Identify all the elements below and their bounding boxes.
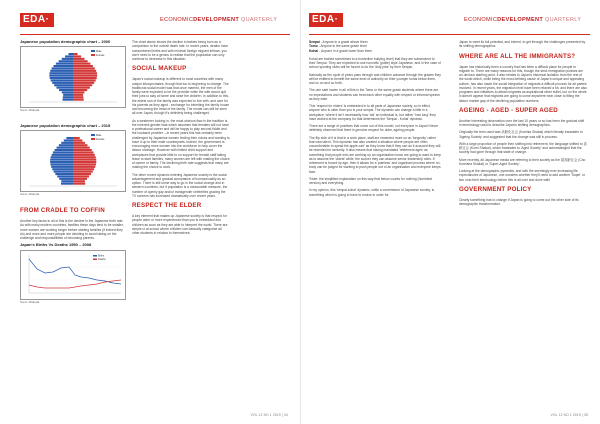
- pyramid-bar-female: [73, 58, 84, 60]
- pyramid-bar-male: [59, 144, 73, 146]
- pyramid-2000-svg: [21, 47, 125, 107]
- paragraph-social-2: As a westerner looking in, the most obvious flaw in the tradition is the inherent gender bias which assumes that females will not have a professional career and will be happy to play second fiddle and the husband provider – in recent years this has certainly been challenged by Japanese women finding their voices and wanting to have it up to their male counterparts. Indeed, the government is encouraging more women into the workforce to help cover the labour shortage. However with limited child support and workplaces that provide little to no support for female staff taking leave to start families, many women are left with making the choice of career or family. The declining birth rate suggests that many are making the choice to work.: [132, 118, 230, 170]
- pyramid-bar-female: [73, 139, 82, 141]
- right-page-column-2: [459, 40, 587, 209]
- paragraph-ageing-5: Looking at the demographic pyramids, and with the seemingly ever increasing life expectancies of Japanese, one wonders whether they'll need to add another 'Super' or two onto their terminology before this is all over and done with!: [459, 169, 585, 182]
- chart-2015-title: Japanese population demographic chart – 2015: [20, 122, 111, 128]
- births-line: [29, 259, 121, 284]
- definition-list: Senpai - Anyone in a grade above them Tomo - Anyone in the same grade level Kohai - Anyone in a grade lower than them: [309, 40, 373, 53]
- pyramid-bar-female: [73, 163, 96, 165]
- pyramid-bar-male: [50, 77, 73, 79]
- pyramid-bar-female: [73, 70, 96, 72]
- pyramid-bar-male: [53, 151, 73, 153]
- paragraph-policy: Clearly something has to change if Japan is going to come out the other side of its demographic transformation.: [459, 197, 579, 206]
- paragraph-cradle: Another key factor in all of this is the decline in the Japanese birth rate. As with many modern countries, families these days tend to be smaller, more women are working longer before starting families (if indeed they do) and more and more people are deciding to avoid taking on the challenge and responsibilities of becoming parents.: [20, 219, 124, 240]
- left-column: [20, 40, 125, 305]
- legend-male-swatch: [91, 134, 95, 136]
- pyramid-bar-male: [52, 82, 73, 84]
- pyramid-bar-male: [54, 170, 73, 172]
- pyramid-bar-female: [73, 96, 83, 98]
- pyramid-bar-female: [73, 82, 94, 84]
- page-footer-left: VOL 12 NO 1 2019 | 34: [250, 413, 288, 417]
- pyramid-bar-male: [69, 53, 74, 55]
- pyramid-bar-male: [50, 163, 73, 165]
- pyramid-bar-female: [73, 142, 85, 144]
- births-deaths-svg: [21, 251, 125, 299]
- pyramid-bar-male: [49, 75, 73, 77]
- pyramid-bar-male: [54, 84, 73, 86]
- pyramid-bar-female: [73, 94, 83, 96]
- pyramid-bar-male: [66, 137, 73, 139]
- pyramid-bar-male: [65, 56, 73, 58]
- pyramid-bar-male: [55, 149, 73, 151]
- pyramid-bar-female: [73, 151, 93, 153]
- running-head: ECONOMICDEVELOPMENT QUARTERLY: [464, 17, 582, 23]
- header-rule: [309, 34, 590, 35]
- chart-births-deaths-source: Source: Wikipedia: [20, 300, 40, 304]
- legend-births-swatch: [93, 255, 97, 257]
- legend-male-label: Male: [96, 133, 102, 137]
- heading-government-policy: GOVERNMENT POLICY: [459, 185, 532, 193]
- pyramid-chart-2000: [20, 46, 126, 108]
- pyramid-bar-male: [53, 65, 73, 67]
- pyramid-bar-female: [73, 166, 95, 168]
- pyramid-2015-svg: [21, 131, 125, 191]
- pyramid-bar-female: [73, 156, 96, 158]
- paragraph-continued: Japan to meet its full potential, and indeed, to get through the challenges presented by its shifting demographics.: [459, 40, 586, 49]
- paragraph-opinion: In my opinion, this 'senpai-kohai' dynamic, while a cornerstone of Japanese society, is something which is going to have to evolve in order for: [309, 188, 435, 197]
- legend-female-swatch: [91, 54, 95, 56]
- legend-female-swatch: [91, 138, 95, 140]
- heading-cradle-to-coffin: FROM CRADLE TO COFFIN: [20, 207, 105, 214]
- paragraph-ageing-2: Originally the term used was 高齢化社会 (Koreika Shakai) which literally translates to 'Ageing Society' and suggested that the change was still in process.: [459, 130, 583, 139]
- legend-births-label: Births: [98, 254, 105, 258]
- paragraph-note: *Note: the simplified explanation on this way that below counts for nothing (humblest version) and everything.: [309, 176, 432, 185]
- pyramid-bar-female: [73, 87, 90, 89]
- pyramid-bar-male: [50, 158, 73, 160]
- pyramid-bar-female: [73, 80, 96, 82]
- left-page-column-2: [132, 40, 230, 238]
- pyramid-chart-2015: [20, 130, 126, 192]
- pyramid-bar-female: [73, 173, 91, 175]
- legend-deaths-label: Deaths: [98, 257, 106, 261]
- paragraph-respect-1: A key element that makes up Japanese society is that respect for people older or more experienced than you is embedded into children as soon as they are able to interpret the world. There are simple ui at school where children can basically categorise all other students in relation to themselves:: [132, 214, 228, 235]
- heading-immigrants: WHERE ARE ALL THE IMMIGRANTS?: [459, 52, 576, 60]
- pyramid-bar-male: [51, 80, 73, 82]
- pyramid-bar-female: [73, 65, 93, 67]
- page-footer-right: VOL 12 NO 1 2019 | 35: [550, 413, 588, 417]
- pyramid-bar-female: [73, 75, 97, 77]
- paragraph-ageing-4: More recently, all Japanese media are referring to their society as the 超高齢社会 (Cho Koreisha Shakai) or 'Super-Aged Society'.: [459, 157, 586, 166]
- pyramid-bar-female: [73, 168, 94, 170]
- pyramid-bar-male: [59, 89, 73, 91]
- heading-social-makeup: SOCIAL MAKEUP: [132, 65, 187, 73]
- pyramid-bar-male: [52, 168, 73, 170]
- pyramid-bar-female: [73, 92, 84, 94]
- paragraph-positives: There are a range of positives that come out of this model, not everyone in Japan! Never definitely observed that there is genuine respect for older, ageing people.: [309, 124, 439, 133]
- pyramid-bar-female: [73, 56, 81, 58]
- pyramid-bar-male: [61, 142, 73, 144]
- pyramid-bar-female: [73, 84, 92, 86]
- paragraph-immigrants: Japan has historically been a country that has been a difficult place for people to migrate to. There are many reasons for this, though the strict immigration policies are an obvious starting point. It also relates to Japan's historical isolation from the rest of the world which, while being the most defining cause of Japan's unique and appealing culture, has also made the social integration of migrants a difficult process for all parties involved. In recent years, the migration level have been relaxed a bit, and there are also programs and initiatives to attract migrants as aspirational silver bullet, but on the whole it doesn't appear that migrants are going to come anywhere near close to filling the labour market gap of the declining population numbers.: [459, 64, 587, 103]
- pyramid-bar-female: [73, 99, 84, 101]
- pyramid-bar-male: [50, 70, 73, 72]
- legend-female-label: Female: [96, 137, 105, 141]
- legend-male-swatch: [91, 50, 95, 52]
- chart-births-deaths-title: Japan's Births Vs Deaths 1950 – 2008: [20, 242, 92, 248]
- pyramid-bar-female: [73, 89, 87, 91]
- heading-respect-the-elder: RESPECT THE ELDER: [132, 202, 202, 209]
- pyramid-bar-male: [49, 72, 73, 74]
- pyramid-bar-female: [73, 158, 96, 160]
- pyramid-bar-female: [73, 137, 80, 139]
- pyramid-bar-male: [62, 92, 73, 94]
- paragraph-kohai: Kohai are trained sometimes to a borderline bullying level) that they are subservient to their Senpai. They are expected to use honorific (polite) style Japanese, and in the case of school sporting clubs will be forced to do the 'dirty jobs' by their Senpai.: [309, 56, 441, 70]
- paragraph-social-1: Japan's social makeup is different to most countries with many unique idiosyncrasies, though that too is beginning to change. The traditional social model was that once married, the men of the family were expected to be the provider while the wife would quit their jobs to stay at home and raise the children. In addition to this, the eldest son of the family was expected to live with, and care for his parents as they aged - exchange for inheriting the family house and becoming the head of the family. The model can still be seen all over Japan, though it's definitely being challenged.: [132, 77, 230, 116]
- pyramid-bar-female: [73, 178, 87, 180]
- chart-2000-title: Japanese population demographic chart – 2000: [20, 39, 111, 44]
- pyramid-bar-female: [73, 175, 89, 177]
- eda-logo: EDA·: [309, 13, 343, 27]
- eda-logo: EDA·: [20, 13, 54, 27]
- paragraph-ageing-1: Another interesting observation over the last 10 years or so has been the gradual shift in terminology used to describe Japan's shifting demographics.: [459, 118, 585, 127]
- pyramid-bar-female: [73, 170, 93, 172]
- paragraph-cycle: Naturally as the cycle of years pass through and children advance through the grades they will be entitled to benefit the same level of authority on their younger kohai below them, and so on and so forth.: [309, 72, 441, 85]
- pyramid-bar-male: [63, 96, 73, 98]
- pyramid-bar-male: [52, 68, 73, 70]
- heading-ageing: AGEING - AGED - SUPER AGED: [459, 106, 558, 114]
- pyramid-bar-male: [59, 60, 73, 62]
- paragraph-flip-side: The flip side of it is that in a work place, staff are rewarded more so on 'longevity' rather than raw talent. This dynamic has also created a situation where people are often uncomfortable to speak the apple cart' as they know that if they can do it accused they will be resented for seniority. It also means that having mandated 'retirement ages' as something that people who are working up an organisation know are going to want to keep as to assume the 'oldest' while, the sooner they can assume senior leadership roles. If retirement is forced by age, then it allows for a 'painless' and organised process where no-body can be judged for wanting to push people out of an organisation and everyone keeps face.: [309, 135, 441, 174]
- pyramid-bar-male: [51, 156, 73, 158]
- pyramid-bar-female: [73, 149, 92, 151]
- pyramid-bar-male: [57, 146, 73, 148]
- pyramid-bar-male: [62, 58, 73, 60]
- pyramid-bar-male: [61, 182, 73, 184]
- right-page-column-1: [309, 40, 441, 200]
- pyramid-bar-male: [63, 99, 74, 101]
- pyramid-bar-male: [63, 94, 73, 96]
- paragraph-chart-above: The chart above shows the decline in babies being born as a comparison to the overall death rate. In recent years, deaths have outnumbered births and with minimal foreign migrant inflows, you don't need to be a genius to realise that the population can only continue to decrease in this situation.: [132, 40, 229, 61]
- running-head: ECONOMICDEVELOPMENT QUARTERLY: [160, 17, 278, 23]
- paragraph-social-3: The other recent dynamic entering Japanese society is the social advantagement and gradual acceptance of homosexuality as an option. There is still some way to go in the social change and in western countries, but if population is a measurable measure, the number of openly gay and/or transgender celebrities gracing the TV screens has increased dramatically over recent years.: [132, 172, 228, 198]
- pyramid-bar-male: [52, 154, 73, 156]
- pyramid-bar-male: [57, 175, 73, 177]
- pyramid-bar-female: [73, 146, 90, 148]
- paragraph-respect-embedded: This 'respect for elders' is embedded in to all parts of Japanese society, so in effect, anyone who is older than you is your senpai. The dynamic can change a little in a workplace, where it isn't necessarily how 'old' an individual is, but rather 'how long' they have worked at the company for that determines the 'Senpai - Kohai' dynamic.: [309, 104, 436, 121]
- legend-deaths-swatch: [93, 258, 97, 260]
- legend-female-label: Female: [96, 54, 105, 58]
- pyramid-bar-male: [50, 161, 73, 163]
- chart-2000-source: Source: Wikipedia: [20, 109, 40, 113]
- pyramid-bar-female: [73, 161, 96, 163]
- header-rule: [20, 34, 290, 35]
- page-header: [20, 13, 290, 33]
- pyramid-bar-female: [73, 144, 87, 146]
- chart-2015-source: Source: Wikipedia: [20, 192, 40, 196]
- pyramid-bar-female: [73, 182, 85, 184]
- births-deaths-chart: [20, 250, 126, 300]
- pyramid-bar-female: [73, 63, 90, 65]
- right-page: [300, 0, 600, 424]
- pyramid-bar-female: [73, 60, 88, 62]
- pyramid-bar-male: [55, 173, 73, 175]
- pyramid-bar-female: [73, 68, 95, 70]
- pyramid-bar-female: [73, 72, 97, 74]
- paragraph-tomo: The one safe haven in all of this is the Tomo or the same grade students where there are no expectations and students can treat each other equally with respect or informal speech as they wish.: [309, 88, 441, 101]
- pyramid-bar-male: [56, 87, 73, 89]
- pyramid-bar-male: [61, 180, 73, 182]
- pyramid-bar-male: [56, 63, 73, 65]
- pyramid-bar-female: [73, 53, 78, 55]
- legend-male-label: Male: [96, 50, 102, 54]
- pyramid-bar-male: [51, 166, 73, 168]
- pyramid-bar-female: [73, 154, 95, 156]
- pyramid-bar-female: [73, 180, 85, 182]
- paragraph-ageing-3: With a large proportion of people then shifting into retirement, the language shifted to 高齢社会 (Korei Shakai), which translates to 'Aged Society' and acknowledged that the society had gone through that state of change.: [459, 141, 587, 155]
- pyramid-bar-female: [73, 77, 97, 79]
- pyramid-bar-male: [64, 139, 73, 141]
- page-header: [309, 13, 590, 33]
- pyramid-bar-male: [59, 178, 73, 180]
